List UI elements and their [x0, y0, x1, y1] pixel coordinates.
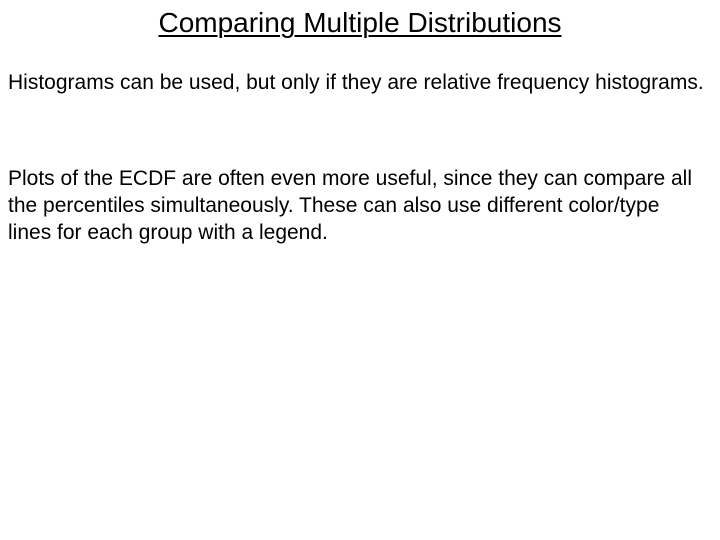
paragraph-histograms: Histograms can be used, but only if they are relative frequency histograms. — [8, 71, 704, 94]
paragraph-ecdf: Plots of the ECDF are often even more useful, since they can compare all the percentiles simultaneously. These can also use different color/type lines for each group with a legend. — [8, 167, 693, 244]
slide-title: Comparing Multiple Distributions — [158, 7, 562, 38]
